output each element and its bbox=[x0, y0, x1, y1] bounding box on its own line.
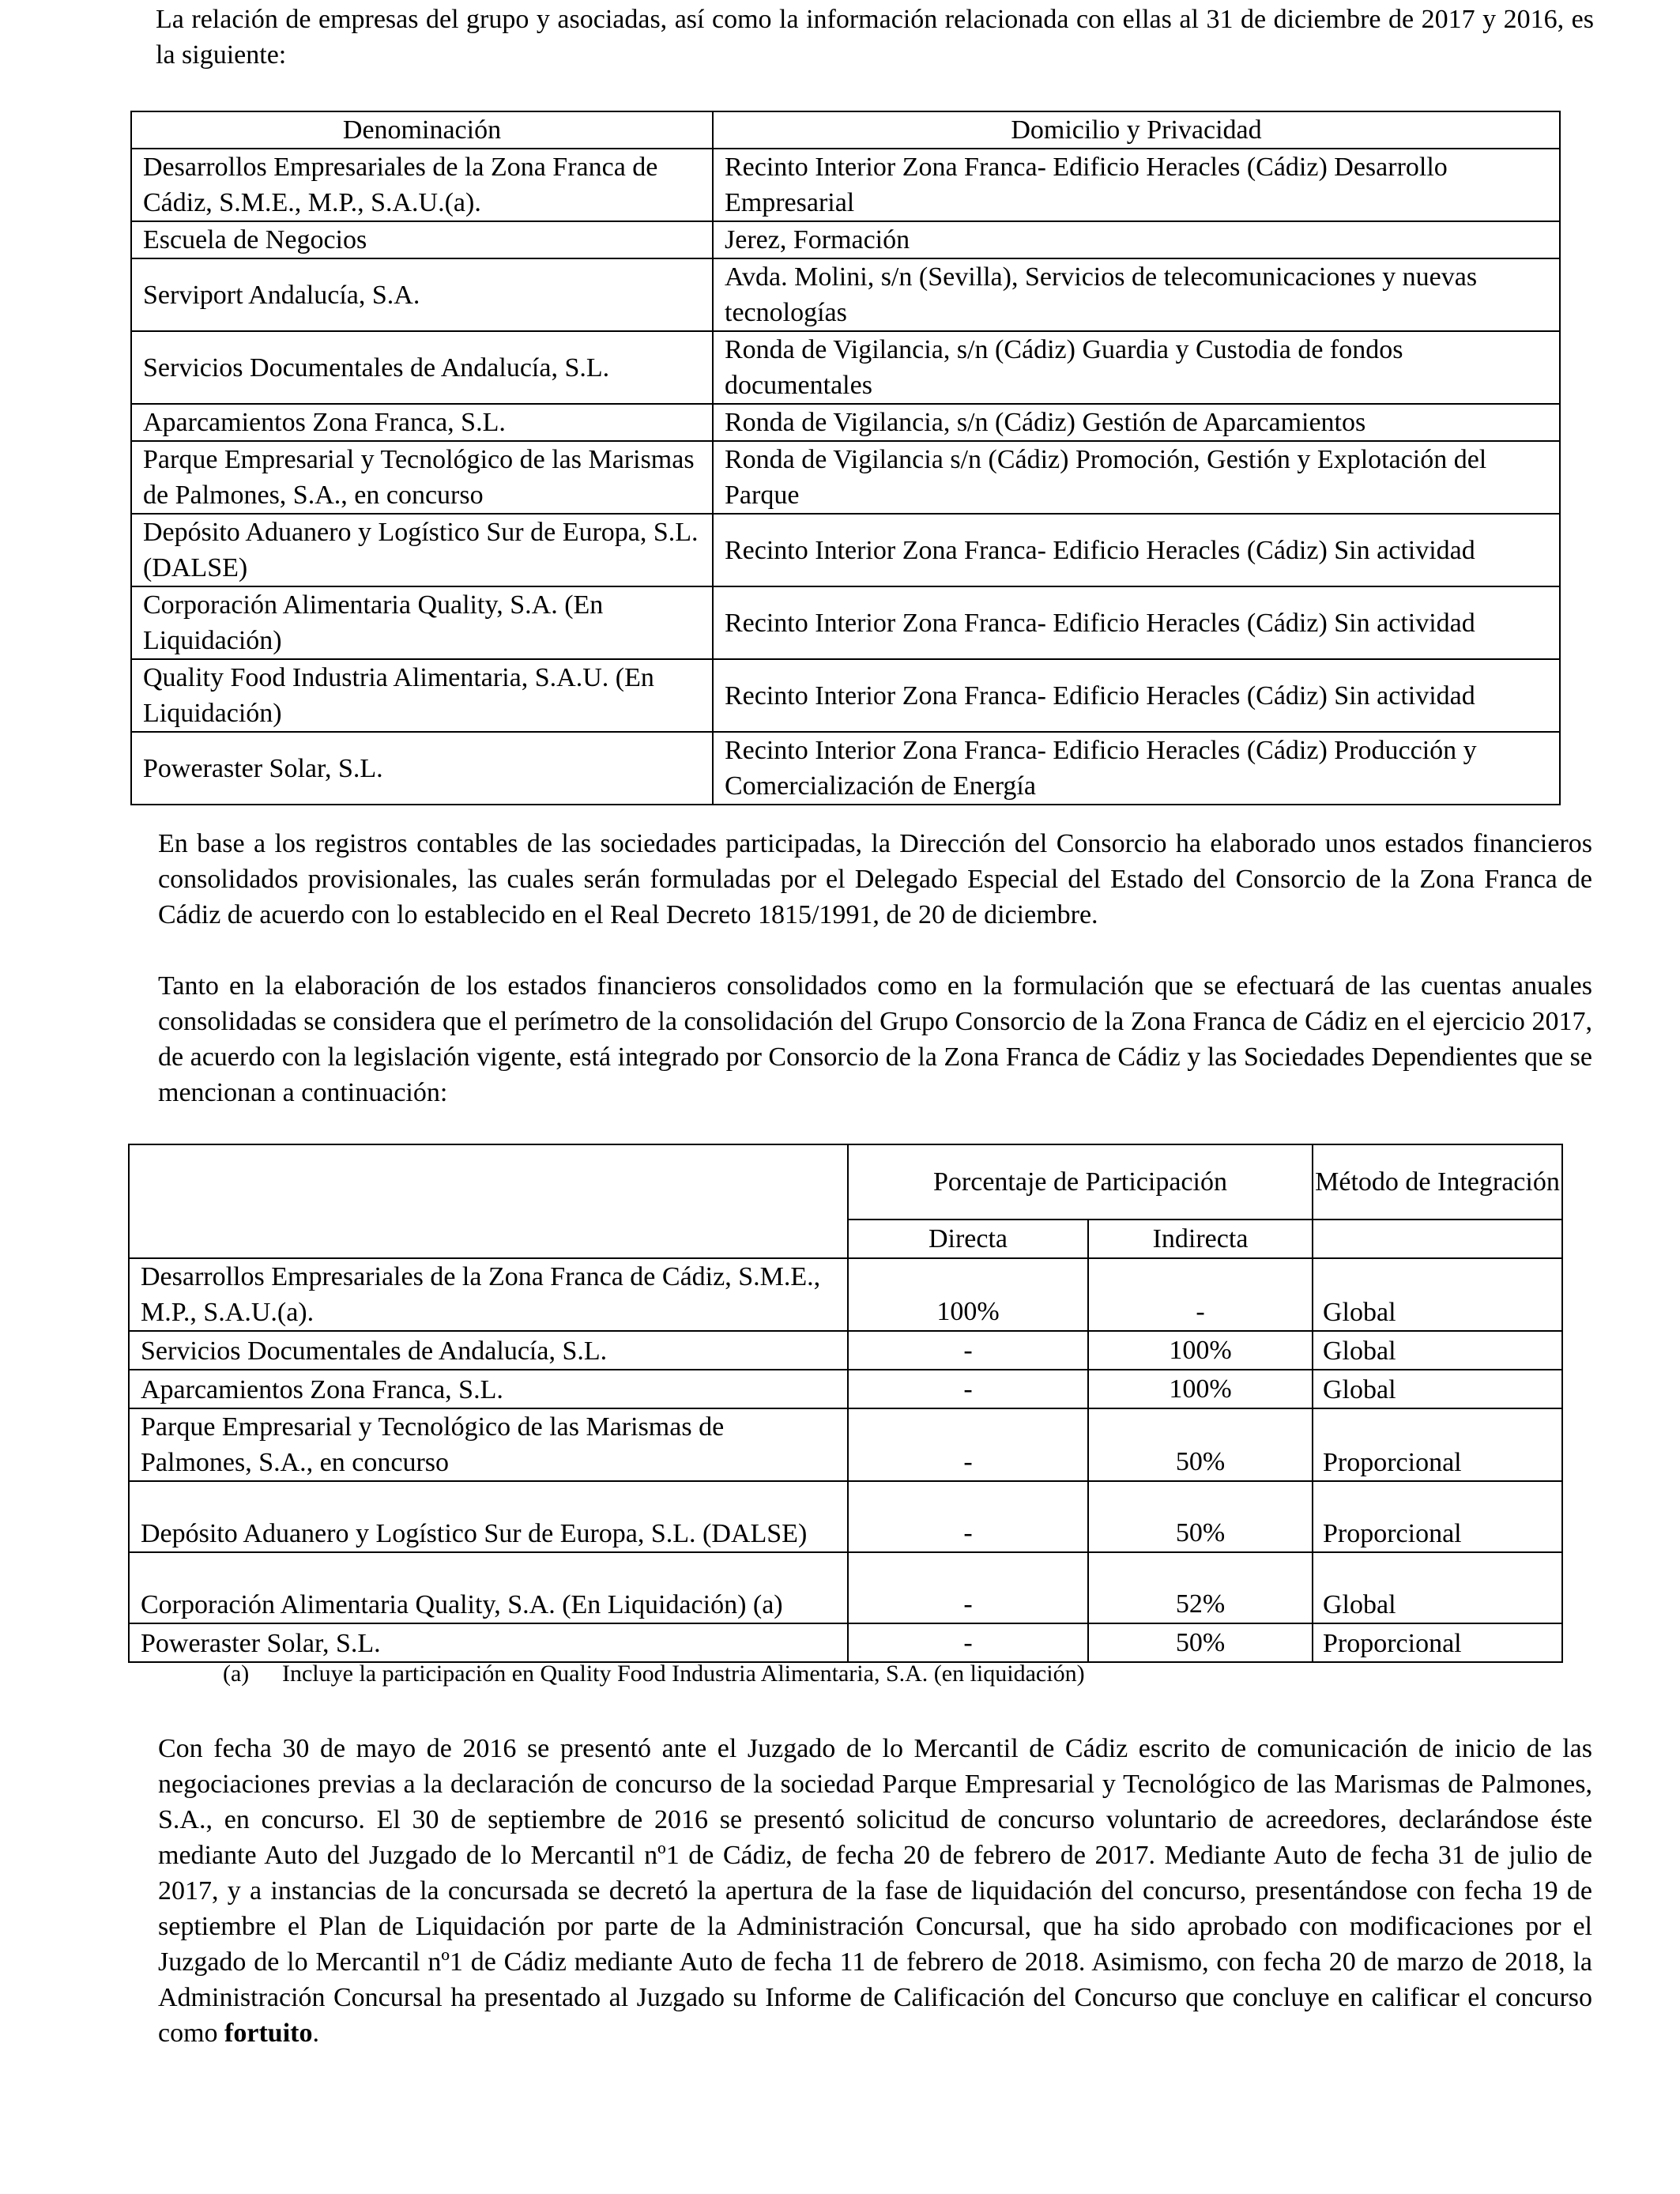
paragraph-text: En base a los registros contables de las sociedades participadas, la Dirección del Consorcio ha elaborado unos estados financieros consolidados provisionales, las cuales serán formuladas por el Delegado Especial del Estado del Consorcio de la Zona Franca de Cádiz de acuerdo con lo establecido en el Real Decreto 1815/1991, de 20 de diciembre. bbox=[158, 829, 1592, 929]
company-address: Ronda de Vigilancia s/n (Cádiz) Promoción, Gestión y Explotación del Parque bbox=[713, 441, 1560, 514]
indirect-percent: 100% bbox=[1088, 1370, 1313, 1408]
company-address: Avda. Molini, s/n (Sevilla), Servicios de telecomunicaciones y nuevas tecnologías bbox=[713, 258, 1560, 331]
table-row bbox=[131, 258, 1560, 331]
company-name: Serviport Andalucía, S.A. bbox=[131, 258, 713, 331]
table-row bbox=[131, 331, 1560, 404]
integration-method: Global bbox=[1313, 1552, 1562, 1623]
company-name: Parque Empresarial y Tecnológico de las Marismas de Palmones, S.A., en concurso bbox=[131, 441, 713, 514]
indirect-percent: 100% bbox=[1088, 1331, 1313, 1370]
intro-text: La relación de empresas del grupo y asociadas, así como la información relacionada con ellas al 31 de diciembre de 2017 y 2016, es la siguiente: bbox=[156, 5, 1594, 70]
table-row bbox=[131, 732, 1560, 805]
table-row bbox=[131, 441, 1560, 514]
footnote-text: Incluye la participación en Quality Food Industria Alimentaria, S.A. (en liquidación) bbox=[282, 1661, 1085, 1687]
table-row bbox=[131, 149, 1560, 221]
companies-table bbox=[130, 111, 1561, 805]
subsidiary-name: Depósito Aduanero y Logístico Sur de Europa, S.L. (DALSE) bbox=[129, 1481, 848, 1552]
company-name: Aparcamientos Zona Franca, S.L. bbox=[131, 404, 713, 441]
subsidiary-name: Servicios Documentales de Andalucía, S.L. bbox=[129, 1331, 848, 1370]
company-name: Depósito Aduanero y Logístico Sur de Europa, S.L. (DALSE) bbox=[131, 514, 713, 586]
consolidation-table bbox=[128, 1144, 1563, 1663]
header-denominacion: Denominación bbox=[131, 111, 713, 149]
subsidiary-name: Corporación Alimentaria Quality, S.A. (En Liquidación) (a) bbox=[129, 1552, 848, 1623]
paragraph-text: Tanto en la elaboración de los estados financieros consolidados como en la formulación que se efectuará de las cuentas anuales consolidadas se considera que el perímetro de la consolidación del Grupo Consorcio de la Zona Franca de Cádiz en el ejercicio 2017, de acuerdo con la legislación vigente, está integrado por Consorcio de la Zona Franca de Cádiz y las Sociedades Dependientes que se mencionan a continuación: bbox=[158, 971, 1592, 1107]
table-row bbox=[131, 514, 1560, 586]
company-address: Ronda de Vigilancia, s/n (Cádiz) Guardia y Custodia de fondos documentales bbox=[713, 331, 1560, 404]
direct-percent: - bbox=[848, 1331, 1088, 1370]
table-row bbox=[129, 1258, 1562, 1331]
direct-percent: - bbox=[848, 1408, 1088, 1481]
header-domicilio: Domicilio y Privacidad bbox=[713, 111, 1560, 149]
table-row bbox=[131, 404, 1560, 441]
table-row bbox=[131, 586, 1560, 659]
header-metodo: Método de Integración bbox=[1313, 1144, 1562, 1220]
companies-table-header bbox=[131, 111, 1560, 149]
header-directa: Directa bbox=[848, 1220, 1088, 1258]
table-row bbox=[129, 1408, 1562, 1481]
company-name: Poweraster Solar, S.L. bbox=[131, 732, 713, 805]
paragraph-concurso bbox=[158, 1731, 1592, 2051]
integration-method: Proporcional bbox=[1313, 1481, 1562, 1552]
indirect-percent: 52% bbox=[1088, 1552, 1313, 1623]
integration-method: Global bbox=[1313, 1370, 1562, 1408]
intro-paragraph bbox=[156, 2, 1594, 73]
footnote-mark: (a) bbox=[223, 1661, 250, 1687]
indirect-percent: 50% bbox=[1088, 1408, 1313, 1481]
company-address: Jerez, Formación bbox=[713, 221, 1560, 258]
direct-percent: 100% bbox=[848, 1258, 1088, 1331]
table-row bbox=[129, 1552, 1562, 1623]
paragraph-perimetro bbox=[158, 968, 1592, 1110]
company-name: Escuela de Negocios bbox=[131, 221, 713, 258]
company-name: Quality Food Industria Alimentaria, S.A.U. (En Liquidación) bbox=[131, 659, 713, 732]
subsidiary-name: Poweraster Solar, S.L. bbox=[129, 1623, 848, 1662]
company-name: Desarrollos Empresariales de la Zona Franca de Cádiz, S.M.E., M.P., S.A.U.(a). bbox=[131, 149, 713, 221]
direct-percent: - bbox=[848, 1481, 1088, 1552]
company-address: Ronda de Vigilancia, s/n (Cádiz) Gestión de Aparcamientos bbox=[713, 404, 1560, 441]
indirect-percent: 50% bbox=[1088, 1623, 1313, 1662]
direct-percent: - bbox=[848, 1623, 1088, 1662]
empty-method-cell bbox=[1313, 1220, 1562, 1258]
header-participacion: Porcentaje de Participación bbox=[848, 1144, 1313, 1220]
concurso-text: Con fecha 30 de mayo de 2016 se presentó ante el Juzgado de lo Mercantil de Cádiz escrito de comunicación de inicio de las negociaciones previas a la declaración de concurso de la sociedad Parque Empresarial y Tecnológico de las Marismas de Palmones, S.A., en concurso. El 30 de septiembre de 2016 se presentó solicitud de concurso voluntario de acreedores, declarándose éste mediante Auto del Juzgado de lo Mercantil nº1 de Cádiz, de fecha 20 de febrero de 2017. Mediante Auto de fecha 31 de julio de 2017, y a instancias de la concursada se decretó la apertura de la fase de liquidación del concurso, presentándose con fecha 19 de septiembre el Plan de Liquidación por parte de la Administración Concursal, que ha sido aprobado con modificaciones por el Juzgado de lo Mercantil nº1 de Cádiz mediante Auto de fecha 11 de febrero de 2018. Asimismo, con fecha 20 de marzo de 2018, la Administración Concursal ha presentado al Juzgado su Informe de Calificación del Concurso que concluye en calificar el concurso como bbox=[158, 1734, 1592, 2048]
table-row bbox=[129, 1370, 1562, 1408]
footnote bbox=[223, 1658, 1085, 1690]
table-row bbox=[131, 221, 1560, 258]
company-name: Corporación Alimentaria Quality, S.A. (En Liquidación) bbox=[131, 586, 713, 659]
company-name: Servicios Documentales de Andalucía, S.L. bbox=[131, 331, 713, 404]
direct-percent: - bbox=[848, 1370, 1088, 1408]
concurso-end: . bbox=[312, 2019, 319, 2048]
indirect-percent: 50% bbox=[1088, 1481, 1313, 1552]
company-address: Recinto Interior Zona Franca- Edificio Heracles (Cádiz) Producción y Comercialización de Energía bbox=[713, 732, 1560, 805]
subsidiary-name: Desarrollos Empresariales de la Zona Franca de Cádiz, S.M.E., M.P., S.A.U.(a). bbox=[129, 1258, 848, 1331]
table-row bbox=[129, 1623, 1562, 1662]
integration-method: Global bbox=[1313, 1258, 1562, 1331]
table-row bbox=[129, 1331, 1562, 1370]
concurso-bold-word: fortuito bbox=[224, 2019, 313, 2048]
integration-method: Proporcional bbox=[1313, 1408, 1562, 1481]
paragraph-estados-financieros bbox=[158, 826, 1592, 933]
subsidiary-name: Parque Empresarial y Tecnológico de las Marismas de Palmones, S.A., en concurso bbox=[129, 1408, 848, 1481]
direct-percent: - bbox=[848, 1552, 1088, 1623]
integration-method: Global bbox=[1313, 1331, 1562, 1370]
empty-header-cell bbox=[129, 1144, 848, 1258]
paragraph-text bbox=[158, 1731, 1592, 2051]
consolidation-header-row bbox=[129, 1144, 1562, 1220]
table-row bbox=[129, 1481, 1562, 1552]
header-indirecta: Indirecta bbox=[1088, 1220, 1313, 1258]
integration-method: Proporcional bbox=[1313, 1623, 1562, 1662]
indirect-percent: - bbox=[1088, 1258, 1313, 1331]
subsidiary-name: Aparcamientos Zona Franca, S.L. bbox=[129, 1370, 848, 1408]
table-row bbox=[131, 659, 1560, 732]
company-address: Recinto Interior Zona Franca- Edificio Heracles (Cádiz) Sin actividad bbox=[713, 659, 1560, 732]
company-address: Recinto Interior Zona Franca- Edificio Heracles (Cádiz) Sin actividad bbox=[713, 514, 1560, 586]
company-address: Recinto Interior Zona Franca- Edificio Heracles (Cádiz) Sin actividad bbox=[713, 586, 1560, 659]
company-address: Recinto Interior Zona Franca- Edificio Heracles (Cádiz) Desarrollo Empresarial bbox=[713, 149, 1560, 221]
